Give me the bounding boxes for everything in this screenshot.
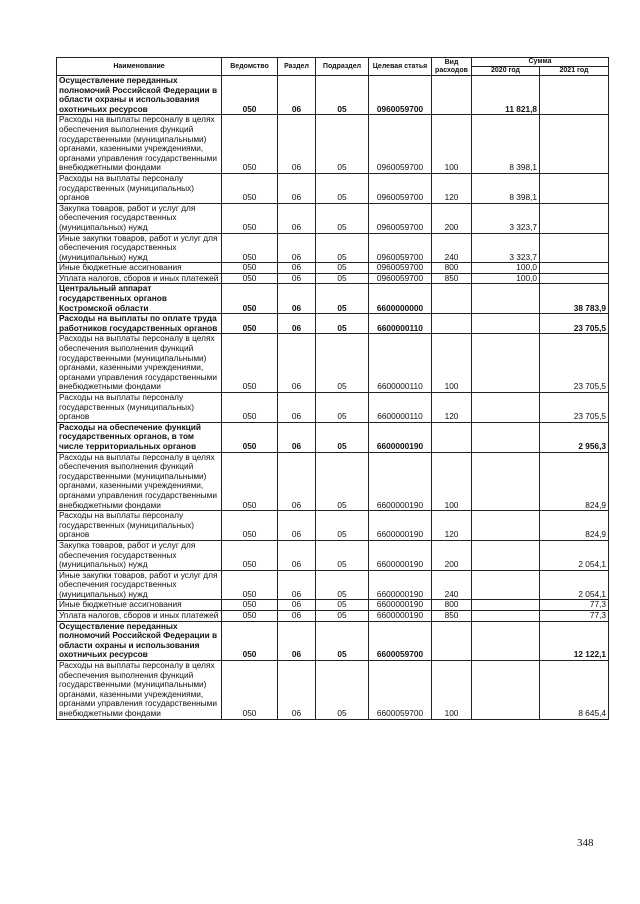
row-amount-2020	[472, 511, 540, 541]
header-year-2021: 2021 год	[540, 67, 609, 76]
row-amount-2021: 77,3	[540, 611, 609, 622]
row-target: 6600000190	[369, 611, 432, 622]
row-subsection: 05	[316, 203, 369, 233]
row-amount-2020: 11 821,8	[472, 76, 540, 115]
row-expense-type: 240	[432, 233, 472, 263]
table-row	[57, 621, 609, 660]
row-department: 050	[222, 540, 278, 570]
row-department: 050	[222, 570, 278, 600]
table-row	[57, 76, 609, 115]
row-target: 6600000190	[369, 570, 432, 600]
row-amount-2021: 12 122,1	[540, 621, 609, 660]
row-department: 050	[222, 233, 278, 263]
row-name: Иные закупки товаров, работ и услуг для обеспечения государственных (муниципальных) нужд	[57, 570, 222, 600]
row-name: Расходы на выплаты персоналу государственных (муниципальных) органов	[57, 173, 222, 203]
row-amount-2021: 77,3	[540, 600, 609, 611]
row-expense-type: 100	[432, 452, 472, 511]
row-department: 050	[222, 422, 278, 452]
row-amount-2020: 3 323,7	[472, 203, 540, 233]
table-row	[57, 173, 609, 203]
row-expense-type: 120	[432, 173, 472, 203]
row-subsection: 05	[316, 540, 369, 570]
row-amount-2021	[540, 76, 609, 115]
header-year-2020: 2020 год	[472, 67, 540, 76]
row-name: Осуществление переданных полномочий Российской Федерации в области охраны и использования охотничьих ресурсов	[57, 76, 222, 115]
header-section: Раздел	[278, 58, 316, 76]
row-amount-2020	[472, 600, 540, 611]
row-section: 06	[278, 76, 316, 115]
table-row	[57, 422, 609, 452]
row-subsection: 05	[316, 600, 369, 611]
table-row	[57, 233, 609, 263]
row-section: 06	[278, 203, 316, 233]
row-subsection: 05	[316, 511, 369, 541]
row-target: 0960059700	[369, 76, 432, 115]
row-amount-2020	[472, 570, 540, 600]
row-target: 6600000110	[369, 393, 432, 423]
row-amount-2021: 2 054,1	[540, 570, 609, 600]
row-name: Закупка товаров, работ и услуг для обеспечения государственных (муниципальных) нужд	[57, 540, 222, 570]
table-row	[57, 611, 609, 622]
row-target: 6600000190	[369, 452, 432, 511]
row-expense-type	[432, 621, 472, 660]
row-subsection: 05	[316, 452, 369, 511]
row-amount-2021	[540, 263, 609, 274]
row-amount-2020: 8 398,1	[472, 115, 540, 174]
row-department: 050	[222, 511, 278, 541]
row-target: 0960059700	[369, 115, 432, 174]
row-section: 06	[278, 233, 316, 263]
table-row	[57, 334, 609, 393]
table-row	[57, 393, 609, 423]
row-subsection: 05	[316, 173, 369, 203]
table-row	[57, 540, 609, 570]
table-row	[57, 273, 609, 284]
row-amount-2021: 23 705,5	[540, 314, 609, 334]
row-section: 06	[278, 540, 316, 570]
row-amount-2020	[472, 314, 540, 334]
row-subsection: 05	[316, 314, 369, 334]
row-department: 050	[222, 115, 278, 174]
table-row	[57, 600, 609, 611]
row-department: 050	[222, 273, 278, 284]
row-name: Осуществление переданных полномочий Российской Федерации в области охраны и использования охотничьих ресурсов	[57, 621, 222, 660]
row-amount-2020	[472, 422, 540, 452]
row-expense-type: 850	[432, 273, 472, 284]
row-target: 6600000190	[369, 511, 432, 541]
row-target: 6600000000	[369, 284, 432, 314]
row-amount-2021	[540, 273, 609, 284]
row-expense-type: 200	[432, 203, 472, 233]
row-section: 06	[278, 600, 316, 611]
row-name: Уплата налогов, сборов и иных платежей	[57, 611, 222, 622]
row-amount-2021: 38 783,9	[540, 284, 609, 314]
row-name: Расходы на выплаты персоналу в целях обеспечения выполнения функций государственными (муниципальными) органами, казенными учреждениями, органами управления государственными внебюджетными фондами	[57, 452, 222, 511]
row-expense-type	[432, 422, 472, 452]
row-expense-type: 120	[432, 393, 472, 423]
row-amount-2021: 824,9	[540, 452, 609, 511]
row-target: 6600059700	[369, 621, 432, 660]
table-row	[57, 314, 609, 334]
row-amount-2021	[540, 233, 609, 263]
row-department: 050	[222, 314, 278, 334]
table-body	[57, 76, 609, 720]
row-amount-2021: 23 705,5	[540, 334, 609, 393]
row-name: Расходы на выплаты по оплате труда работников государственных органов	[57, 314, 222, 334]
row-amount-2020	[472, 621, 540, 660]
row-target: 6600000190	[369, 540, 432, 570]
row-amount-2021: 23 705,5	[540, 393, 609, 423]
row-department: 050	[222, 611, 278, 622]
row-expense-type: 100	[432, 334, 472, 393]
row-amount-2020	[472, 611, 540, 622]
row-subsection: 05	[316, 661, 369, 720]
row-target: 6600000190	[369, 600, 432, 611]
row-name: Центральный аппарат государственных органов Костромской области	[57, 284, 222, 314]
header-name: Наименование	[57, 58, 222, 76]
row-subsection: 05	[316, 422, 369, 452]
row-name: Иные закупки товаров, работ и услуг для обеспечения государственных (муниципальных) нужд	[57, 233, 222, 263]
row-section: 06	[278, 611, 316, 622]
header-subsection: Подраздел	[316, 58, 369, 76]
row-amount-2021: 824,9	[540, 511, 609, 541]
row-amount-2021: 2 054,1	[540, 540, 609, 570]
row-amount-2020	[472, 334, 540, 393]
row-subsection: 05	[316, 76, 369, 115]
row-amount-2020: 100,0	[472, 273, 540, 284]
row-section: 06	[278, 570, 316, 600]
table-row	[57, 570, 609, 600]
row-expense-type	[432, 314, 472, 334]
row-expense-type: 200	[432, 540, 472, 570]
row-subsection: 05	[316, 570, 369, 600]
row-department: 050	[222, 600, 278, 611]
row-section: 06	[278, 284, 316, 314]
row-name: Иные бюджетные ассигнования	[57, 600, 222, 611]
row-subsection: 05	[316, 115, 369, 174]
row-expense-type: 120	[432, 511, 472, 541]
row-department: 050	[222, 203, 278, 233]
table-row	[57, 203, 609, 233]
row-amount-2020: 8 398,1	[472, 173, 540, 203]
header-sum: Сумма	[472, 58, 609, 67]
table-row	[57, 115, 609, 174]
row-department: 050	[222, 284, 278, 314]
header-row	[57, 58, 609, 67]
row-target: 0960059700	[369, 173, 432, 203]
row-amount-2020	[472, 393, 540, 423]
row-amount-2020	[472, 284, 540, 314]
table-row	[57, 511, 609, 541]
row-target: 6600000110	[369, 314, 432, 334]
row-amount-2021	[540, 173, 609, 203]
table-row	[57, 284, 609, 314]
row-department: 050	[222, 393, 278, 423]
row-department: 050	[222, 661, 278, 720]
table-row	[57, 263, 609, 274]
row-department: 050	[222, 263, 278, 274]
row-amount-2020	[472, 540, 540, 570]
row-section: 06	[278, 661, 316, 720]
row-subsection: 05	[316, 273, 369, 284]
row-name: Расходы на выплаты персоналу государственных (муниципальных) органов	[57, 511, 222, 541]
row-expense-type	[432, 76, 472, 115]
row-expense-type: 100	[432, 661, 472, 720]
table-row	[57, 661, 609, 720]
row-name: Иные бюджетные ассигнования	[57, 263, 222, 274]
header-expense-type: Вид расходов	[432, 58, 472, 76]
row-expense-type: 800	[432, 600, 472, 611]
row-amount-2021: 8 645,4	[540, 661, 609, 720]
row-amount-2021: 2 956,3	[540, 422, 609, 452]
row-section: 06	[278, 422, 316, 452]
row-expense-type	[432, 284, 472, 314]
row-section: 06	[278, 511, 316, 541]
row-target: 0960059700	[369, 273, 432, 284]
row-name: Закупка товаров, работ и услуг для обеспечения государственных (муниципальных) нужд	[57, 203, 222, 233]
row-section: 06	[278, 334, 316, 393]
row-amount-2020	[472, 452, 540, 511]
row-department: 050	[222, 76, 278, 115]
row-expense-type: 850	[432, 611, 472, 622]
page-number: 348	[577, 837, 594, 849]
row-expense-type: 800	[432, 263, 472, 274]
row-name: Расходы на выплаты персоналу в целях обеспечения выполнения функций государственными (муниципальными) органами, казенными учреждениями, органами управления государственными внебюджетными фондами	[57, 115, 222, 174]
row-department: 050	[222, 334, 278, 393]
header-target: Целевая статья	[369, 58, 432, 76]
row-name: Расходы на выплаты персоналу государственных (муниципальных) органов	[57, 393, 222, 423]
row-target: 0960059700	[369, 203, 432, 233]
row-section: 06	[278, 263, 316, 274]
row-name: Расходы на выплаты персоналу в целях обеспечения выполнения функций государственными (муниципальными) органами, казенными учреждениями, органами управления государственными внебюджетными фондами	[57, 661, 222, 720]
row-subsection: 05	[316, 263, 369, 274]
row-amount-2020: 3 323,7	[472, 233, 540, 263]
row-department: 050	[222, 452, 278, 511]
row-target: 6600059700	[369, 661, 432, 720]
row-subsection: 05	[316, 284, 369, 314]
row-expense-type: 100	[432, 115, 472, 174]
row-name: Расходы на обеспечение функций государственных органов, в том числе территориальных органов	[57, 422, 222, 452]
budget-table	[56, 57, 609, 720]
row-section: 06	[278, 393, 316, 423]
row-expense-type: 240	[432, 570, 472, 600]
row-target: 6600000190	[369, 422, 432, 452]
row-target: 0960059700	[369, 263, 432, 274]
row-name: Расходы на выплаты персоналу в целях обеспечения выполнения функций государственными (муниципальными) органами, казенными учреждениями, органами управления государственными внебюджетными фондами	[57, 334, 222, 393]
row-name: Уплата налогов, сборов и иных платежей	[57, 273, 222, 284]
row-amount-2020: 100,0	[472, 263, 540, 274]
row-subsection: 05	[316, 334, 369, 393]
header-department: Ведомство	[222, 58, 278, 76]
row-amount-2021	[540, 203, 609, 233]
row-subsection: 05	[316, 611, 369, 622]
row-department: 050	[222, 621, 278, 660]
row-target: 6600000110	[369, 334, 432, 393]
row-subsection: 05	[316, 393, 369, 423]
row-amount-2021	[540, 115, 609, 174]
row-section: 06	[278, 621, 316, 660]
row-section: 06	[278, 115, 316, 174]
table-row	[57, 452, 609, 511]
row-subsection: 05	[316, 621, 369, 660]
row-department: 050	[222, 173, 278, 203]
row-amount-2020	[472, 661, 540, 720]
row-subsection: 05	[316, 233, 369, 263]
row-target: 0960059700	[369, 233, 432, 263]
row-section: 06	[278, 273, 316, 284]
row-section: 06	[278, 173, 316, 203]
row-section: 06	[278, 452, 316, 511]
row-section: 06	[278, 314, 316, 334]
